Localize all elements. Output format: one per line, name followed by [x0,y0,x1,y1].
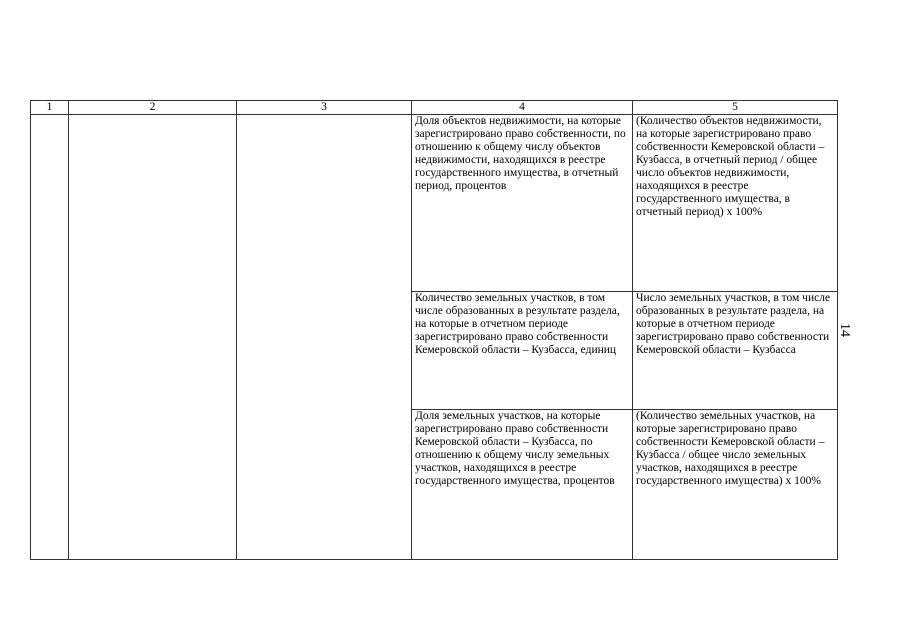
indicators-table [30,100,838,560]
formula-cell [633,115,838,292]
header-row [31,101,838,115]
formula-cell [633,292,838,410]
indicator-cell [412,292,633,410]
formula-text: Число земельных участков, в том числе образованных в результате раздела, на которые в отчетном периоде зарегистрировано право собственности Кемеровской области – Кузбасса [636,292,831,356]
column-3-cell [237,115,412,560]
indicator-text: Количество земельных участков, в том числе образованных в результате раздела, на которые в отчетном периоде зарегистрировано право собственности Кемеровской области – Кузбасса, единиц [415,292,620,356]
column-header-1: 1 [31,101,69,115]
column-header-4: 4 [412,101,633,115]
column-1-cell [31,115,69,560]
table-row [31,115,838,292]
indicator-text: Доля земельных участков, на которые зарегистрировано право собственности Кемеровской области – Кузбасса, по отношению к общему числу земельных участков, находящихся в реестре государственного имущества, процентов [415,410,615,487]
page-number: 14 [837,323,852,337]
indicator-text: Доля объектов недвижимости, на которые зарегистрировано право собственности, по отношению к общему числу объектов недвижимости, находящихся в реестре государственного имущества, в отчетный период, процентов [415,115,626,192]
column-header-5: 5 [633,101,838,115]
indicator-cell [412,410,633,560]
formula-text: (Количество объектов недвижимости, на которые зарегистрировано право собственности Кемеровской области – Кузбасса, в отчетный период / общее число объектов недвижимости, находящихся в реестре государственного имущества, в отчетный период) х 100% [636,115,825,218]
indicator-cell [412,115,633,292]
column-header-3: 3 [237,101,412,115]
formula-text: (Количество земельных участков, на которые зарегистрировано право собственности Кемеровской области – Кузбасса / общее число земельных участков, находящихся в реестре государственного имущества) х 100% [636,410,825,487]
column-2-cell [69,115,237,560]
column-header-2: 2 [69,101,237,115]
formula-cell [633,410,838,560]
